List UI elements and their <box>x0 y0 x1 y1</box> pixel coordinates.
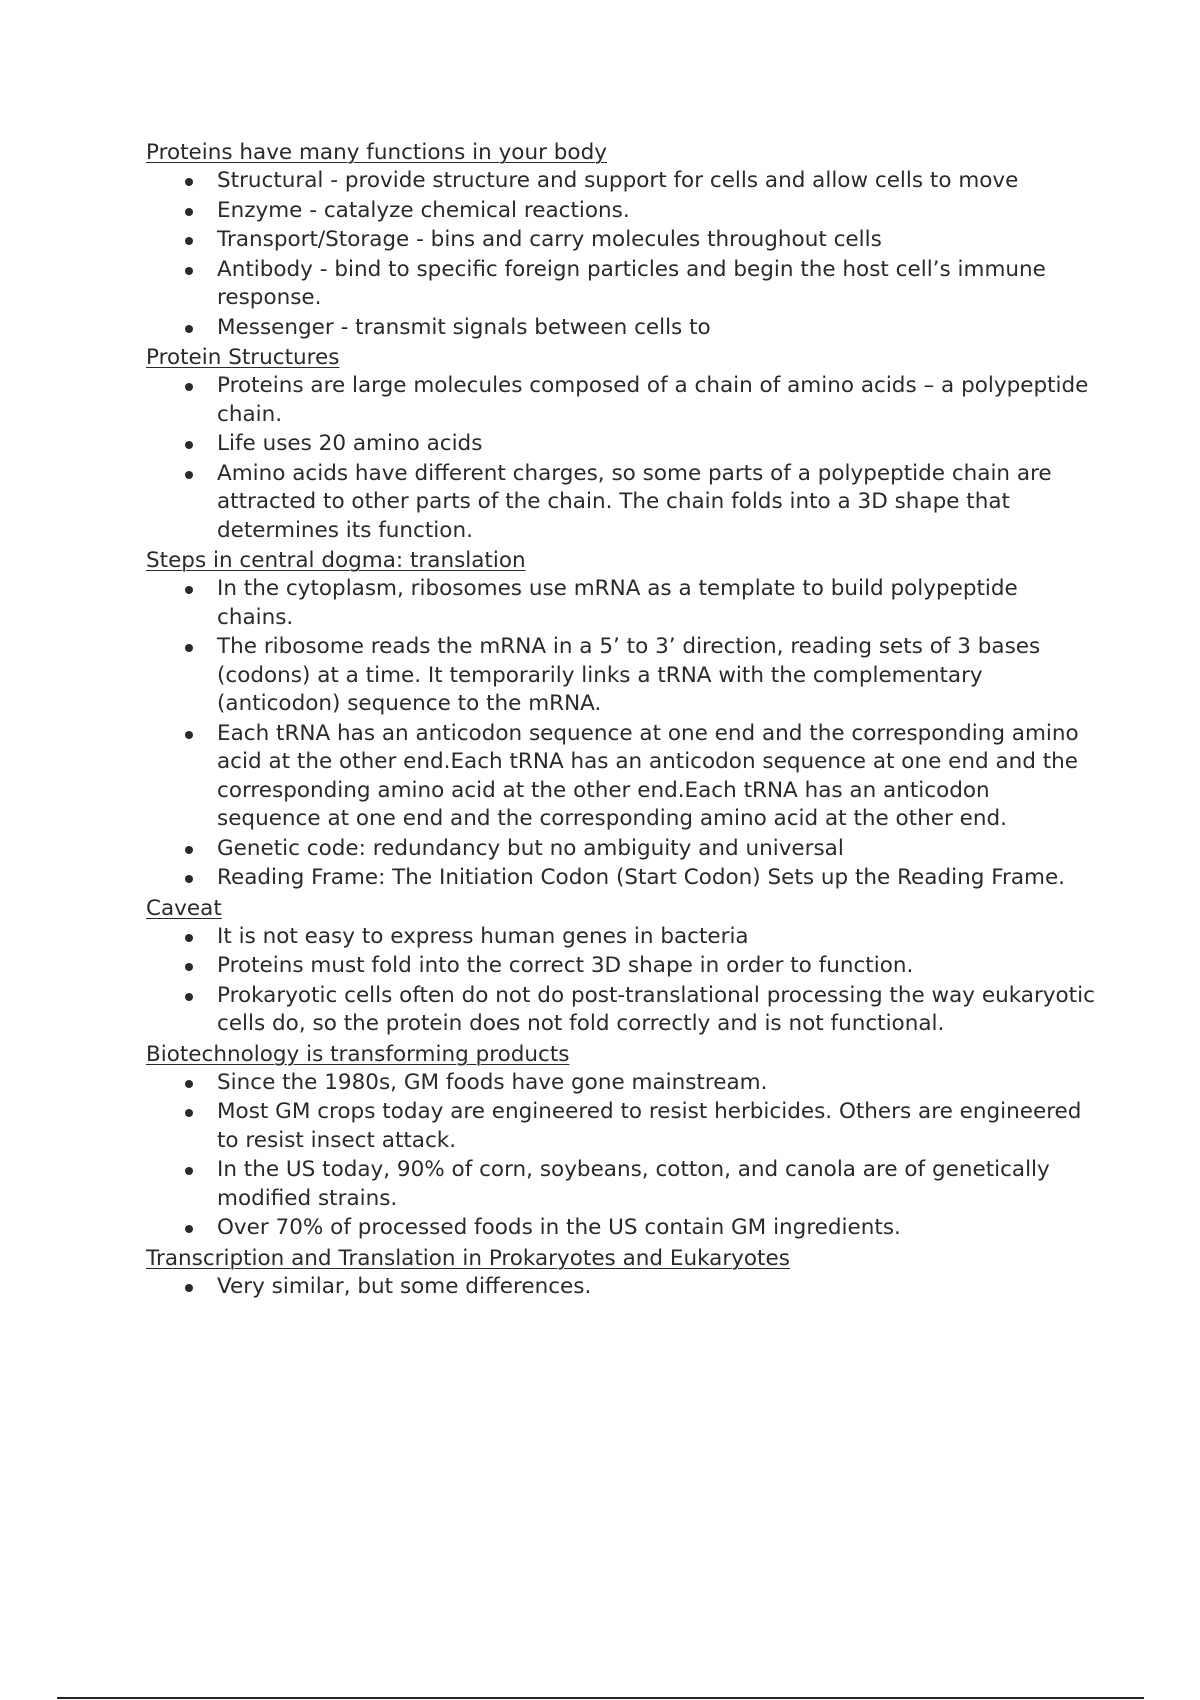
bullet-item: Proteins are large molecules composed of a chain of amino acids – a polypeptide chain. <box>217 372 1096 430</box>
bullet-item: Life uses 20 amino acids <box>217 430 1096 460</box>
section-heading: Proteins have many functions in your body <box>146 140 607 165</box>
bullet-item: Very similar, but some differences. <box>217 1273 1096 1303</box>
section-heading: Transcription and Translation in Prokaryotes and Eukaryotes <box>146 1245 790 1271</box>
bullet-item: Most GM crops today are engineered to resist herbicides. Others are engineered to resist insect attack. <box>217 1098 1096 1156</box>
bullet-list <box>146 1069 1096 1244</box>
bullet-item: Antibody - bind to specific foreign particles and begin the host cell’s immune response. <box>217 256 1096 314</box>
section-heading: Steps in central dogma: translation <box>146 548 526 573</box>
bullet-item: It is not easy to express human genes in bacteria <box>217 923 1096 953</box>
section-heading: Caveat <box>146 895 222 921</box>
section-functions <box>146 138 1096 343</box>
page-bottom-divider <box>57 1697 1144 1699</box>
bullet-item: Reading Frame: The Initiation Codon (Start Codon) Sets up the Reading Frame. <box>217 864 1096 894</box>
bullet-item: Enzyme - catalyze chemical reactions. <box>217 197 1096 227</box>
bullet-item: Proteins must fold into the correct 3D shape in order to function. <box>217 952 1096 982</box>
bullet-item: Transport/Storage - bins and carry molecules throughout cells <box>217 226 1096 256</box>
section-biotechnology <box>146 1040 1096 1244</box>
bullet-item: Amino acids have different charges, so some parts of a polypeptide chain are attracted to other parts of the chain. The chain folds into a 3D shape that determines its function. <box>217 460 1096 547</box>
bullet-item: The ribosome reads the mRNA in a 5’ to 3’ direction, reading sets of 3 bases (codons) at a time. It temporarily links a tRNA with the complementary (anticodon) sequence to the mRNA. <box>217 633 1096 720</box>
bullet-list <box>146 575 1096 894</box>
notes-page <box>146 138 1096 1302</box>
section-heading: Biotechnology is transforming products <box>146 1041 570 1067</box>
bullet-item: Prokaryotic cells often do not do post-translational processing the way eukaryotic cells do, so the protein does not fold correctly and is not functional. <box>217 982 1096 1040</box>
bullet-item: Genetic code: redundancy but no ambiguity and universal <box>217 835 1096 865</box>
section-protein-structures <box>146 343 1096 546</box>
bullet-item: Each tRNA has an anticodon sequence at one end and the corresponding amino acid at the other end.Each tRNA has an anticodon sequence at one end and the corresponding amino acid at the other end.Each tRNA has an anticodon sequence at one end and the corresponding amino acid at the other end. <box>217 720 1096 835</box>
bullet-list <box>146 167 1096 343</box>
bullet-list <box>146 1273 1096 1303</box>
section-transcription-translation <box>146 1244 1096 1303</box>
bullet-list <box>146 372 1096 546</box>
section-heading: Protein Structures <box>146 345 340 370</box>
bullet-item: Messenger - transmit signals between cells to <box>217 314 1096 344</box>
bullet-item: Since the 1980s, GM foods have gone mainstream. <box>217 1069 1096 1099</box>
bullet-item: Structural - provide structure and support for cells and allow cells to move <box>217 167 1096 197</box>
bullet-item: Over 70% of processed foods in the US contain GM ingredients. <box>217 1214 1096 1244</box>
bullet-item: In the cytoplasm, ribosomes use mRNA as a template to build polypeptide chains. <box>217 575 1096 633</box>
section-caveat <box>146 894 1096 1040</box>
bullet-item: In the US today, 90% of corn, soybeans, cotton, and canola are of genetically modified strains. <box>217 1156 1096 1214</box>
section-translation <box>146 546 1096 894</box>
bullet-list <box>146 923 1096 1040</box>
